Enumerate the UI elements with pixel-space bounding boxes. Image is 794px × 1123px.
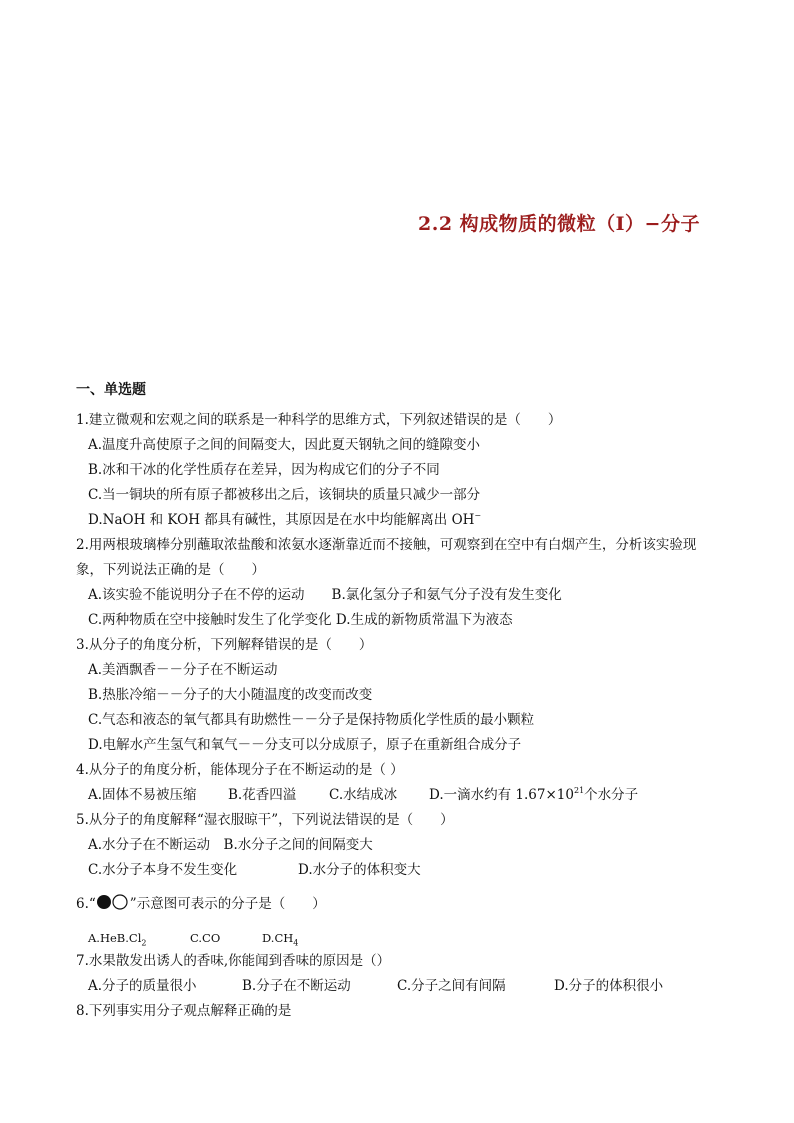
q4-option-c: C.水结成冰 [329, 787, 398, 803]
q4-option-b: B.花香四溢 [228, 787, 297, 803]
q1-option-a: A.温度升高使原子之间的间隔变大，因此夏天钢轨之间的缝隙变小 [88, 437, 481, 453]
q6-options-ab-sub: 2 [141, 938, 147, 948]
q6-option-d-sub: 4 [293, 938, 299, 948]
q2-options-cd: C.两种物质在空中接触时发生了化学变化 D.生成的新物质常温下为液态 [88, 612, 513, 628]
q1-option-d [88, 511, 481, 529]
q7-option-b: B.分子在不断运动 [242, 978, 351, 994]
q2-stem-line2: 象，下列说法正确的是（ ） [76, 562, 265, 578]
q8-stem: 8.下列事实用分子观点解释正确的是 [76, 1003, 292, 1019]
q6-option-d [262, 929, 298, 947]
q2-options-ab: A.该实验不能说明分子在不停的运动 B.氯化氢分子和氨气分子没有发生变化 [88, 587, 562, 603]
q1-option-c: C.当一铜块的所有原子都被移出之后，该铜块的质量只减少一部分 [88, 487, 481, 503]
q6-stem-prefix: 6.“ [76, 896, 96, 912]
q4-option-d-exponent: 21 [573, 786, 585, 795]
q4-option-d-suffix: 个水分子 [584, 787, 639, 803]
q4-stem: 4.从分子的角度分析，能体现分子在不断运动的是（ ） [76, 762, 404, 778]
q3-option-b: B.热胀冷缩－－分子的大小随温度的改变而改变 [88, 687, 373, 703]
q4-option-d-text: D.一滴水约有 1.67×10 [429, 787, 574, 803]
q5-options-ab: A.水分子在不断运动 B.水分子之间的间隔变大 [88, 837, 373, 853]
q6-stem-suffix: ”示意图可表示的分子是（ ） [129, 896, 326, 912]
q5-option-d: D.水分子的体积变大 [298, 862, 421, 878]
q7-option-d: D.分子的体积很小 [554, 978, 664, 994]
q1-option-b: B.冰和干冰的化学性质存在差异，因为构成它们的分子不同 [88, 462, 440, 478]
section-heading: 一、单选题 [76, 382, 146, 398]
q1-option-d-text: D.NaOH 和 KOH 都具有碱性，其原因是在水中均能解离出 OH [88, 512, 475, 528]
q6-options-ab [88, 929, 146, 947]
molecule-diagram-icon [96, 894, 130, 910]
q3-stem: 3.从分子的角度分析，下列解释错误的是（ ） [76, 637, 373, 653]
q6-options-ab-text: A.HeB.Cl [88, 931, 142, 945]
q5-stem: 5.从分子的角度解释“湿衣服晾干”，下列说法错误的是（ ） [76, 812, 454, 828]
q4-option-d [429, 786, 638, 804]
q3-option-a: A.美酒飘香－－分子在不断运动 [88, 662, 278, 678]
q6-option-c: C.CO [190, 931, 221, 945]
q1-option-d-sup: − [474, 511, 482, 520]
q6-option-d-text: D.CH [262, 931, 294, 945]
q2-stem-line1: 2.用两根玻璃棒分别蘸取浓盐酸和浓氨水逐渐靠近而不接触，可观察到在空中有白烟产生，分析该实验现 [76, 537, 697, 553]
q3-option-c: C.气态和液态的氧气都具有助燃性－－分子是保持物质化学性质的最小颗粒 [88, 712, 535, 728]
page-title: 2.2 构成物质的微粒（I）−分子 [418, 213, 700, 235]
q5-option-c: C.水分子本身不发生变化 [88, 862, 238, 878]
q3-option-d: D.电解水产生氢气和氧气－－分支可以分成原子，原子在重新组合成分子 [88, 737, 522, 753]
q7-option-a: A.分子的质量很小 [88, 978, 197, 994]
q6-stem [76, 894, 326, 913]
q7-option-c: C.分子之间有间隔 [397, 978, 506, 994]
q4-option-a: A.固体不易被压缩 [88, 787, 197, 803]
q1-stem: 1.建立微观和宏观之间的联系是一种科学的思维方式，下列叙述错误的是（ ） [76, 412, 562, 428]
q7-stem: 7.水果散发出诱人的香味,你能闻到香味的原因是（） [76, 953, 391, 969]
